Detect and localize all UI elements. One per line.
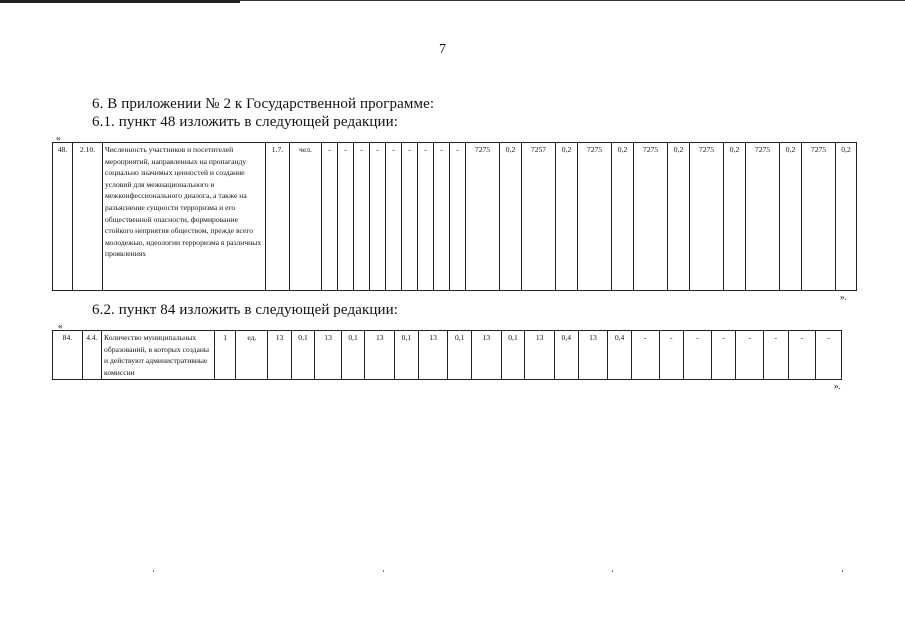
value-cell: - xyxy=(434,143,450,291)
value-cell: - xyxy=(386,143,402,291)
value-cell: 7275 xyxy=(466,143,500,291)
section-1-heading: 6.1. пункт 48 изложить в следующей редакции: xyxy=(92,114,398,130)
unit-cell: ед. xyxy=(236,331,268,380)
value-cell: 7275 xyxy=(802,143,836,291)
value-cell: - xyxy=(338,143,354,291)
value-cell: - xyxy=(788,331,816,380)
value-cell: 13 xyxy=(315,331,342,380)
row-code: 4.4. xyxy=(82,331,101,380)
value-cell: - xyxy=(354,143,370,291)
value-cell: - xyxy=(322,143,338,291)
value-cell: 0,2 xyxy=(780,143,802,291)
value-cell: 7275 xyxy=(634,143,668,291)
table-row xyxy=(53,331,842,380)
value-cell: - xyxy=(711,331,736,380)
value-cell: 0,2 xyxy=(668,143,690,291)
value-cell: - xyxy=(402,143,418,291)
section-2-heading: 6.2. пункт 84 изложить в следующей редакции: xyxy=(92,302,398,318)
value-cell: 7275 xyxy=(690,143,724,291)
value-cell: - xyxy=(370,143,386,291)
value-cell: - xyxy=(418,143,434,291)
value-cell: 0,2 xyxy=(836,143,857,291)
value-cell: 7257 xyxy=(522,143,556,291)
value-cell: 0,4 xyxy=(555,331,578,380)
main-heading: 6. В приложении № 2 к Государственной программе: xyxy=(92,96,435,112)
section-1-open-quote: « xyxy=(56,133,61,143)
value-cell: - xyxy=(684,331,712,380)
section-2-close-quote: ». xyxy=(834,381,841,391)
value-cell: 13 xyxy=(471,331,501,380)
section-1-close-quote: ». xyxy=(840,292,847,302)
value-cell: - xyxy=(764,331,789,380)
table-item-84 xyxy=(52,330,842,380)
value-cell: 0,2 xyxy=(500,143,522,291)
indicator-description: Количество муниципальных образований, в которых созданы и действуют административные комиссии xyxy=(102,331,215,380)
section-2-open-quote: « xyxy=(58,321,63,331)
value-cell: 0,4 xyxy=(608,331,631,380)
value-cell: 0,1 xyxy=(501,331,524,380)
value-cell: 13 xyxy=(268,331,291,380)
value-cell: 7275 xyxy=(746,143,780,291)
scan-speck xyxy=(153,570,154,572)
value-cell: 13 xyxy=(578,331,608,380)
value-cell: 13 xyxy=(525,331,555,380)
value-cell: 0,1 xyxy=(448,331,471,380)
row-number: 48. xyxy=(53,143,73,291)
value-cell: 7275 xyxy=(578,143,612,291)
value-cell: - xyxy=(631,331,659,380)
table-item-48 xyxy=(52,142,857,291)
scan-speck xyxy=(842,570,843,572)
value-cell: 0,1 xyxy=(341,331,364,380)
row-code: 2.10. xyxy=(73,143,103,291)
table-row xyxy=(53,143,857,291)
value-cell: 0,2 xyxy=(724,143,746,291)
value-cell: - xyxy=(659,331,684,380)
value-cell: - xyxy=(816,331,842,380)
unit-cell: чел. xyxy=(290,143,322,291)
value-cell: 0,2 xyxy=(612,143,634,291)
value-cell: 0,1 xyxy=(395,331,418,380)
value-cell: 13 xyxy=(365,331,395,380)
value-cell: 0,1 xyxy=(291,331,314,380)
value-cell: - xyxy=(736,331,764,380)
row-number: 84. xyxy=(53,331,83,380)
reference-cell: 1.7. xyxy=(266,143,290,291)
scan-speck xyxy=(612,570,613,572)
reference-cell: 1 xyxy=(215,331,236,380)
value-cell: 0,2 xyxy=(556,143,578,291)
indicator-description: Численность участников и посетителей мероприятий, направленных на пропаганду социально значимых ценностей и создание условий для межнационального и межконфессионального диалога, а также на разъяснение сущности терроризма и его общественной опасности, формирование стойкого неприятия обществом, прежде всего молодежью, идеологии терроризма в различных проявлениях xyxy=(103,143,266,291)
value-cell: - xyxy=(450,143,466,291)
value-cell: 13 xyxy=(418,331,448,380)
scan-edge-mark xyxy=(0,0,240,3)
page-number: 7 xyxy=(439,42,446,57)
scan-speck xyxy=(383,570,384,572)
